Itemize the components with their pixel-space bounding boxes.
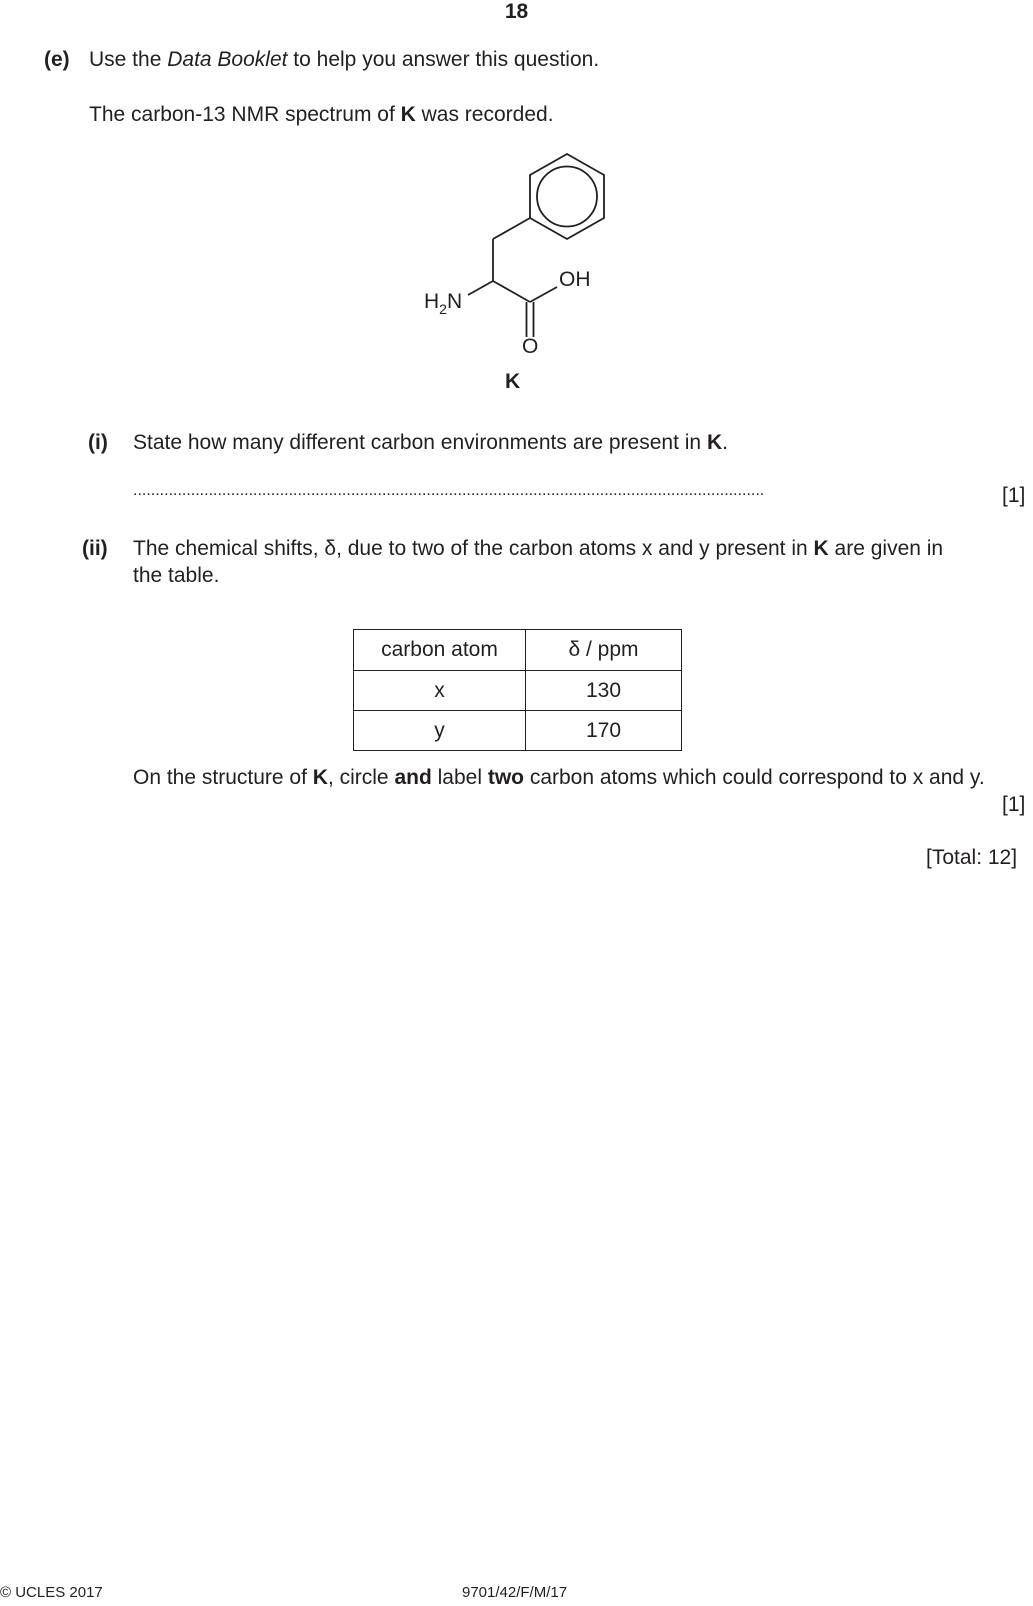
part-ii-line1-k: K <box>813 537 829 560</box>
cell-atom-y: y <box>354 711 526 751</box>
part-ii-marks: [1] <box>1002 793 1026 816</box>
part-ii-instruction <box>133 766 985 790</box>
header-carbon-atom: carbon atom <box>354 630 526 671</box>
bond-calpha-ccooh <box>493 281 530 302</box>
page-number: 18 <box>504 0 529 23</box>
nmr-text-pre: The carbon-13 NMR spectrum of <box>89 103 401 126</box>
part-i-text-k: K <box>706 431 723 454</box>
part-ii-line1-pre: The chemical shifts, δ, due to two of the carbon atoms x and y present in <box>133 537 814 560</box>
header-delta-ppm: δ / ppm <box>526 630 682 671</box>
part-i-text-pre: State how many different carbon environments are present in <box>133 431 707 454</box>
bond-calpha-n <box>468 281 493 295</box>
table-row <box>354 671 682 711</box>
subscript-2: 2 <box>439 301 447 317</box>
instruction-k: K <box>312 766 328 789</box>
bond-ring-ch2 <box>493 218 530 239</box>
h-label: H <box>424 290 440 313</box>
compound-k-label: K <box>505 370 521 393</box>
oh-label: OH <box>559 268 591 291</box>
structure-k-diagram <box>0 0 1033 400</box>
instruction-post: carbon atoms which could correspond to x and y. <box>524 766 985 789</box>
nmr-text-k: K <box>400 103 416 126</box>
instruction-mid1: , circle <box>327 766 395 789</box>
table-row <box>354 711 682 751</box>
part-ii-line1-post: are given in <box>828 537 944 560</box>
part-i-answer-line[interactable]: .............................................................................................................................................. <box>133 482 765 499</box>
question-e-label: (e) <box>44 48 70 71</box>
data-booklet-text: Data Booklet <box>167 48 288 71</box>
total-marks: [Total: 12] <box>926 846 1018 869</box>
n-label: N <box>446 290 463 313</box>
benzene-aromatic-circle <box>537 167 597 227</box>
part-ii-label: (ii) <box>82 537 108 560</box>
part-i-text-post: . <box>722 431 728 454</box>
bond-c-oh <box>530 287 557 302</box>
cell-shift-x: 130 <box>526 671 682 711</box>
o-label: O <box>522 335 539 358</box>
instruction-and: and <box>394 766 432 789</box>
h2n-label <box>424 290 463 317</box>
footer-copyright: © UCLES 2017 <box>0 1584 103 1601</box>
instruction-pre: On the structure of <box>133 766 313 789</box>
intro-text-post: to help you answer this question. <box>287 48 600 71</box>
intro-text-pre: Use the <box>89 48 168 71</box>
cell-atom-x: x <box>354 671 526 711</box>
part-ii-line2: the table. <box>133 564 220 587</box>
instruction-mid2: label <box>431 766 488 789</box>
instruction-two: two <box>487 766 524 789</box>
table-header-row <box>354 630 682 671</box>
cell-shift-y: 170 <box>526 711 682 751</box>
nmr-text-post: was recorded. <box>415 103 554 126</box>
footer-code: 9701/42/F/M/17 <box>462 1584 568 1601</box>
part-i-marks: [1] <box>1002 484 1026 507</box>
chemical-shift-table <box>353 629 682 751</box>
part-i-question <box>133 431 728 455</box>
part-ii-line1 <box>133 537 943 561</box>
part-i-label: (i) <box>88 431 108 454</box>
